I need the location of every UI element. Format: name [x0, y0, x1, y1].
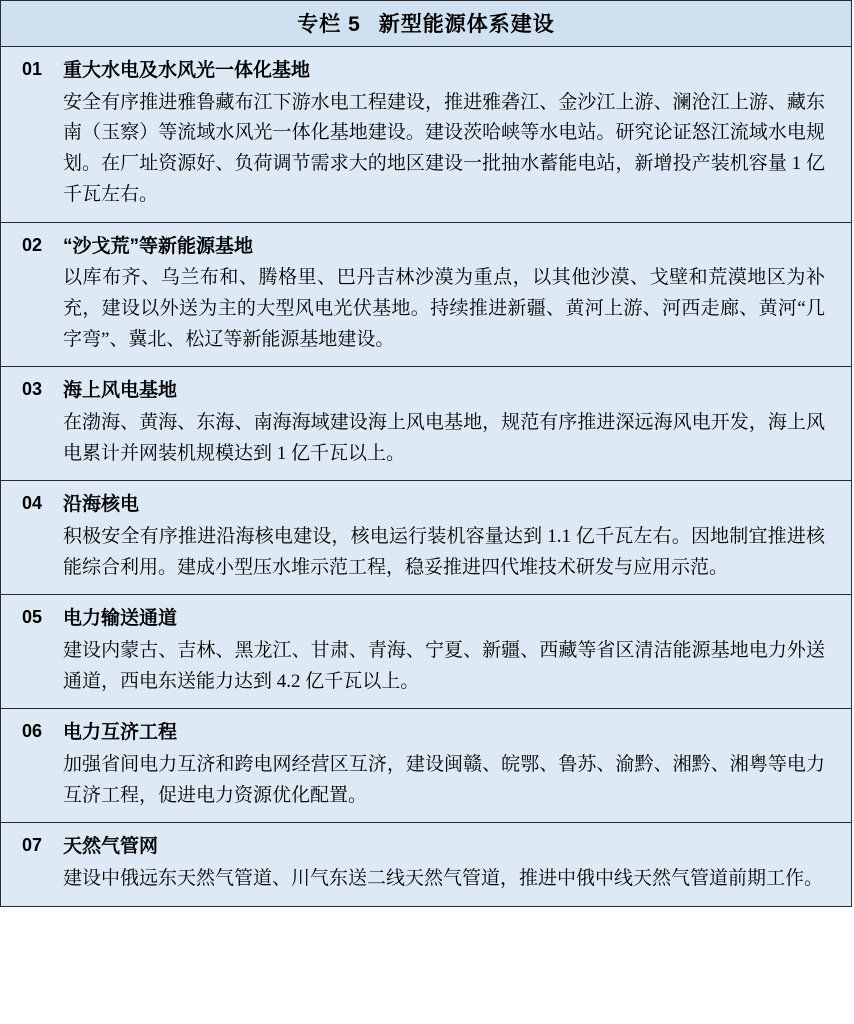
- list-item: [1, 481, 851, 595]
- list-item: [1, 709, 851, 823]
- item-body: [63, 833, 851, 894]
- item-number: 04: [21, 493, 43, 514]
- item-heading: 电力输送通道: [63, 608, 178, 630]
- item-text: 建设内蒙古、吉林、黑龙江、甘肃、青海、宁夏、新疆、西藏等省区清洁能源基地电力外送通道，西电东送能力达到 4.2 亿千瓦以上。: [63, 639, 825, 692]
- box-title: [1, 1, 851, 47]
- item-heading: 天然气管网: [63, 836, 159, 858]
- item-heading: 重大水电及水风光一体化基地: [63, 60, 311, 81]
- item-heading: 电力互济工程: [63, 722, 178, 744]
- item-text: 以库布齐、乌兰布和、腾格里、巴丹吉林沙漠为重点，以其他沙漠、戈壁和荒漠地区为补充，建设以外送为主的大型风电光伏基地。持续推进新疆、黄河上游、河西走廊、黄河“几字弯”、冀北、松辽等新能源基地建设。: [63, 267, 825, 350]
- list-item: [1, 223, 851, 368]
- item-number: 05: [21, 607, 43, 628]
- item-body: [63, 233, 851, 356]
- item-heading: “沙戈荒”等新能源基地: [63, 235, 254, 257]
- box-title-text: 新型能源体系建设: [378, 13, 555, 36]
- item-body: [63, 377, 851, 469]
- item-heading: 海上风电基地: [63, 380, 178, 402]
- list-item: [1, 47, 851, 223]
- item-number: 01: [21, 59, 43, 79]
- item-text: 在渤海、黄海、东海、南海海域建设海上风电基地，规范有序推进深远海风电开发，海上风电累计并网装机规模达到 1 亿千瓦以上。: [63, 411, 825, 464]
- item-body: [63, 605, 851, 697]
- item-number: 06: [21, 721, 43, 742]
- box-label: 专栏 5: [297, 13, 361, 36]
- item-number: 07: [21, 835, 43, 856]
- list-item: [1, 595, 851, 709]
- item-body: [63, 719, 851, 811]
- list-item: [1, 367, 851, 481]
- item-body: [63, 57, 851, 211]
- item-text: 建设中俄远东天然气管道、川气东送二线天然气管道，推进中俄中线天然气管道前期工作。: [63, 867, 824, 889]
- box-items: [1, 47, 851, 906]
- list-item: [1, 823, 851, 905]
- item-text: 加强省间电力互济和跨电网经营区互济，建设闽赣、皖鄂、鲁苏、渝黔、湘黔、湘粤等电力互济工程，促进电力资源优化配置。: [63, 753, 825, 806]
- item-number: 03: [21, 379, 43, 400]
- item-heading: 沿海核电: [63, 494, 140, 516]
- item-text: 安全有序推进雅鲁藏布江下游水电工程建设，推进雅砻江、金沙江上游、澜沧江上游、藏东南（玉察）等流域水风光一体化基地建设。建设茨哈峡等水电站。研究论证怒江流域水电规划。在厂址资源好、负荷调节需求大的地区建设一批抽水蓄能电站，新增投产装机容量 1 亿千瓦左右。: [63, 91, 825, 205]
- item-body: [63, 491, 851, 583]
- item-number: 02: [21, 234, 43, 255]
- item-text: 积极安全有序推进沿海核电建设，核电运行装机容量达到 1.1 亿千瓦左右。因地制宜推进核能综合利用。建成小型压水堆示范工程，稳妥推进四代堆技术研发与应用示范。: [63, 525, 825, 578]
